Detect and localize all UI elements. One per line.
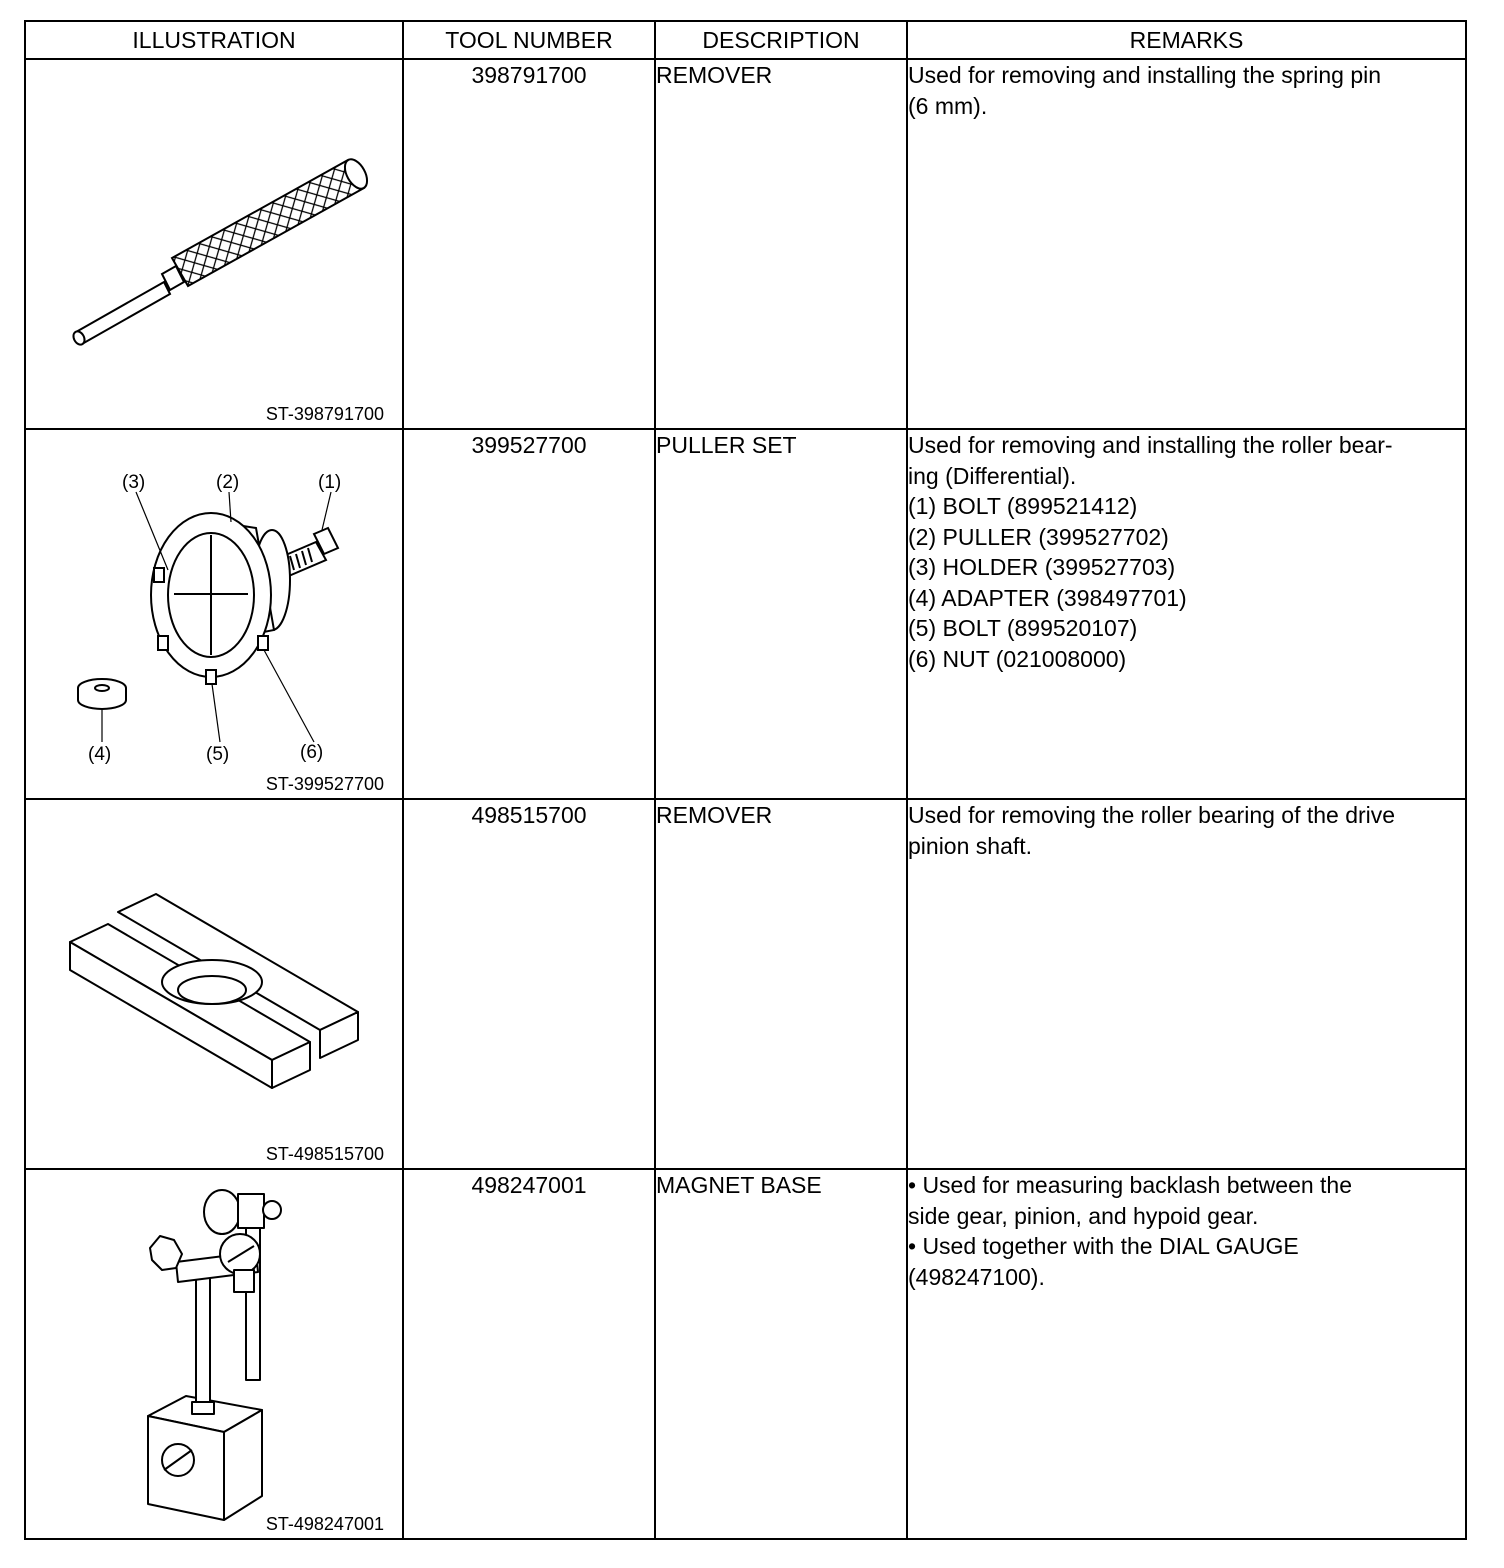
pin-remover-icon [26, 60, 404, 428]
illustration-ref: ST-498247001 [265, 1514, 384, 1534]
tool-remarks [907, 59, 1466, 429]
remark-line: (6 mm). [908, 92, 988, 119]
remark-line: pinion shaft. [908, 832, 1033, 859]
illustration-cell [25, 429, 403, 799]
illustration-cell [25, 59, 403, 429]
remark-line: Used for removing the roller bearing of the drive [908, 802, 1396, 828]
tool-number: 498247001 [403, 1169, 655, 1539]
remark-line: (4) ADAPTER (398497701) [908, 584, 1187, 611]
remark-line: (2) PULLER (399527702) [908, 523, 1169, 550]
remark-line: Used for removing and installing the spring pin [908, 62, 1382, 88]
callout-5: (5) [206, 744, 230, 765]
callout-3: (3) [122, 472, 146, 493]
tool-description: MAGNET BASE [655, 1169, 907, 1539]
tool-number: 498515700 [403, 799, 655, 1169]
tool-number: 398791700 [403, 59, 655, 429]
bearing-remover-plate-icon [26, 800, 404, 1168]
tool-remarks [907, 799, 1466, 1169]
tool-remarks [907, 429, 1466, 799]
table-row [25, 799, 1466, 1169]
remark-line: (5) BOLT (899520107) [908, 615, 1138, 641]
header-illustration: ILLUSTRATION [25, 21, 403, 59]
magnet-base-icon [26, 1170, 404, 1538]
callout-1: (1) [318, 472, 342, 493]
table-row [25, 59, 1466, 429]
puller-set-icon [26, 430, 404, 798]
tool-description: REMOVER [655, 799, 907, 1169]
header-remarks: REMARKS [907, 21, 1466, 59]
remark-line: (1) BOLT (899521412) [908, 493, 1138, 519]
remark-line: • Used for measuring backlash between the [908, 1172, 1353, 1198]
header-description: DESCRIPTION [655, 21, 907, 59]
illustration-ref: ST-398791700 [265, 404, 384, 424]
illustration-cell [25, 799, 403, 1169]
table-row [25, 1169, 1466, 1539]
remark-line: (498247100). [908, 1263, 1045, 1290]
table-row [25, 429, 1466, 799]
remark-line: (3) HOLDER (399527703) [908, 554, 1176, 580]
remark-line: side gear, pinion, and hypoid gear. [908, 1202, 1259, 1229]
callout-6: (6) [300, 742, 324, 763]
header-row [25, 21, 1466, 59]
remark-line: Used for removing and installing the roller bear- [908, 432, 1393, 458]
tool-number: 399527700 [403, 429, 655, 799]
remark-line: • Used together with the DIAL GAUGE [908, 1233, 1299, 1259]
illustration-ref: ST-498515700 [265, 1144, 384, 1164]
tool-description: PULLER SET [655, 429, 907, 799]
tool-remarks [907, 1169, 1466, 1539]
callout-2: (2) [216, 472, 240, 493]
special-tools-table [24, 20, 1467, 1540]
header-tool-number: TOOL NUMBER [403, 21, 655, 59]
illustration-ref: ST-399527700 [265, 774, 384, 794]
remark-line: ing (Differential). [908, 462, 1077, 489]
remark-line: (6) NUT (021008000) [908, 645, 1127, 672]
tool-description: REMOVER [655, 59, 907, 429]
illustration-cell [25, 1169, 403, 1539]
callout-4: (4) [88, 744, 112, 765]
